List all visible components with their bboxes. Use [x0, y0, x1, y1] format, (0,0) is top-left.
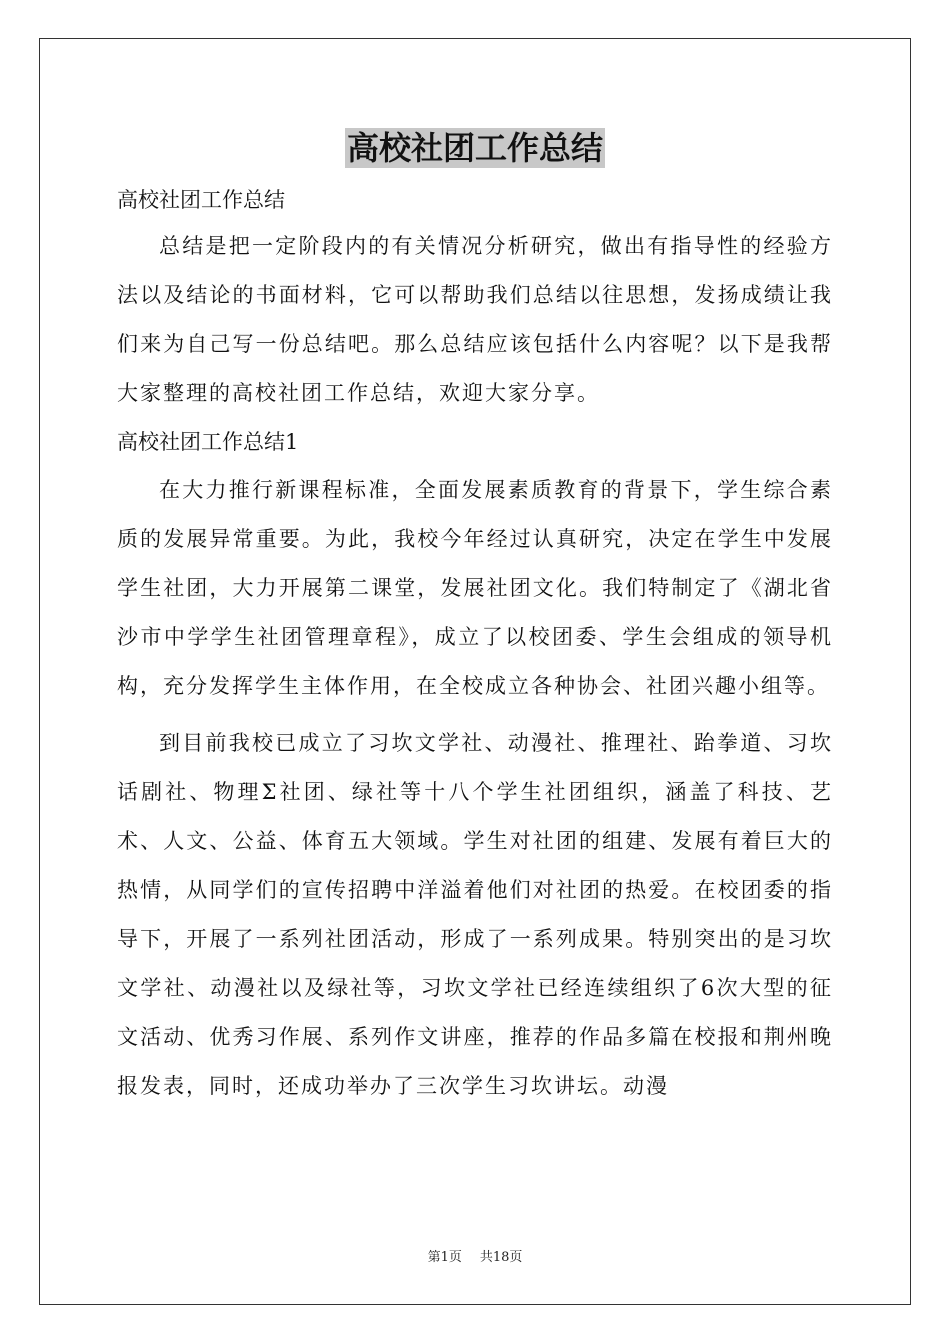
body-paragraph-2: 到目前我校已成立了习坎文学社、动漫社、推理社、跆拳道、习坎话剧社、物理Σ社团、绿社等十八个学生社团组织，涵盖了科技、艺术、人文、公益、体育五大领域。学生对社团的组建、发展有着巨大的热情，从同学们的宣传招聘中洋溢着他们对社团的热爱。在校团委的指导下，开展了一系列社团活动，形成了一系列成果。特别突出的是习坎文学社、动漫社以及绿社等，习坎文学社已经连续组织了6次大型的征文活动、优秀习作展、系列作文讲座，推荐的作品多篇在校报和荆州晚报发表，同时，还成功举办了三次学生习坎讲坛。动漫	[117, 731, 833, 1098]
intro-paragraph: 总结是把一定阶段内的有关情况分析研究，做出有指导性的经验方法以及结论的书面材料，它可以帮助我们总结以往思想，发扬成绩让我们来为自己写一份总结吧。那么总结应该包括什么内容呢？以下是我帮大家整理的高校社团工作总结，欢迎大家分享。	[117, 234, 833, 405]
document-subtitle: 高校社团工作总结	[117, 188, 285, 212]
document-body	[117, 178, 833, 1111]
page-number: 第1页	[427, 1250, 462, 1265]
page-total: 共18页	[479, 1250, 523, 1265]
section-heading: 高校社团工作总结1	[117, 430, 299, 454]
page-footer	[0, 1246, 950, 1265]
document-title: 高校社团工作总结	[346, 129, 603, 167]
title-container	[0, 128, 950, 168]
body-paragraph-1: 在大力推行新课程标准，全面发展素质教育的背景下，学生综合素质的发展异常重要。为此，我校今年经过认真研究，决定在学生中发展学生社团，大力开展第二课堂，发展社团文化。我们特制定了《湖北省沙市中学学生社团管理章程》，成立了以校团委、学生会组成的领导机构，充分发挥学生主体作用，在全校成立各种协会、社团兴趣小组等。	[117, 478, 833, 698]
